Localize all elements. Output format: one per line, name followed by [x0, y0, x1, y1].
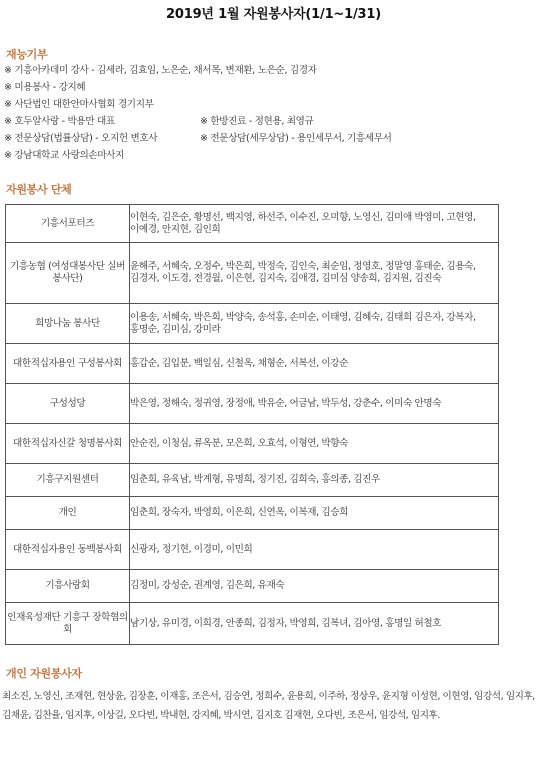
table-row: [6, 497, 499, 530]
list-item: ※ 호두알사랑 - 박용만 대표 ※ 한방진료 - 정현용, 최영규: [4, 116, 314, 127]
talent-donation-list: [4, 62, 544, 164]
list-item: ※ 전문상담(법률상담) - 오지헌 변호사 ※ 전문상담(세무상담) - 용인세무서, 기흥세무서: [4, 133, 392, 144]
group-name: 기흥사랑회: [6, 570, 130, 603]
group-members: 남기상, 유미경, 이희경, 안종희, 김정자, 박영희, 김복녀, 김아영, 홍명일 허철호: [130, 603, 499, 645]
volunteer-groups-table: [5, 204, 499, 645]
group-name: 구성성당: [6, 384, 130, 424]
group-name: 대한적십자신갈 청명봉사회: [6, 424, 130, 464]
individual-volunteers-names: 최소진, 노영신, 조재현, 현상윤, 김장훈, 이재홍, 조은서, 김승연, 정희수, 윤용희, 이주하, 정상우, 윤지형 이성현, 이현영, 임강석, 임지후, 김채윤, 김찬율, 임지후, 이상길, 오다빈, 박내현, 강지혜, 박시연, 김지호 김재현, 오다빈, 조은서, 임강석, 임지후.: [2, 691, 535, 721]
table-row: [6, 424, 499, 464]
group-members: 임춘희, 장숙자, 박영희, 이은희, 신연옥, 이복재, 김승희: [130, 497, 499, 530]
group-members: 윤해주, 서혜숙, 오정수, 박은희, 박정숙, 김인숙, 최순임, 정영호, 정말영 홍태순, 김용숙, 김경자, 이도경, 전경월, 이은현, 김지숙, 김애경, 김미심 양송희, 김지원, 김진숙: [130, 243, 499, 304]
table-row: [6, 344, 499, 384]
group-name: 희망나눔 봉사단: [6, 304, 130, 344]
group-members: 이용송, 서혜숙, 박은희, 박양숙, 송석홍, 손미순, 이태영, 김혜숙, 김태희 김은자, 강복자, 홍명순, 김미심, 강미라: [130, 304, 499, 344]
group-name: 기흥농협 (여성대봉사단 실버봉사단): [6, 243, 130, 304]
table-row: [6, 603, 499, 645]
list-item: ※ 기흥아카데미 강사 - 김세라, 김효임, 노은순, 채서목, 변재환, 노은순, 김경자: [4, 65, 317, 76]
group-members: 이현숙, 김은순, 황명선, 백지영, 하선주, 이수진, 오미향, 노영신, 김미애 박영미, 고현영, 이예경, 안지현, 김인희: [130, 205, 499, 243]
group-members: 신광자, 정기현, 이경미, 이민희: [130, 530, 499, 570]
list-item: ※ 미용봉사 - 강지혜: [4, 82, 86, 93]
list-item: ※ 강남대학교 사랑의손마사지: [4, 150, 125, 161]
group-members: 박은영, 정해숙, 정귀영, 장정애, 박유순, 어금남, 박두성, 강춘수, 이미숙 안명숙: [130, 384, 499, 424]
group-members: 임춘희, 유육남, 박계형, 유명희, 정기진, 김희숙, 홍의종, 김진우: [130, 464, 499, 497]
group-name: 기흥구지원센터: [6, 464, 130, 497]
group-name: 기흥서포터즈: [6, 205, 130, 243]
volunteer-groups-heading: 자원봉사 단체: [6, 183, 72, 196]
group-members: 홍갑순, 김입분, 백일심, 신철옥, 채형순, 서복선, 이강순: [130, 344, 499, 384]
list-item: ※ 사단법인 대한안마사협회 경기지부: [4, 99, 154, 110]
table-row: [6, 304, 499, 344]
group-name: 대한적십자용인 동백봉사회: [6, 530, 130, 570]
table-row: [6, 384, 499, 424]
group-name: 대한적십자용인 구성봉사회: [6, 344, 130, 384]
group-members: 김정미, 강성순, 권계영, 김은희, 유재숙: [130, 570, 499, 603]
individual-volunteers-heading: 개인 자원봉사자: [6, 667, 82, 680]
table-row: [6, 530, 499, 570]
page-title: 2019년 1월 자원봉사자(1/1~1/31): [166, 7, 381, 22]
talent-donation-heading: 재능기부: [6, 48, 48, 61]
table-row: [6, 243, 499, 304]
table-row: [6, 570, 499, 603]
group-name: 인재육성재단 기흥구 장학협의회: [6, 603, 130, 645]
group-name: 개인: [6, 497, 130, 530]
group-members: 안순진, 이청심, 류옥분, 모은희, 오효석, 이형연, 박향숙: [130, 424, 499, 464]
table-row: [6, 464, 499, 497]
table-row: [6, 205, 499, 243]
